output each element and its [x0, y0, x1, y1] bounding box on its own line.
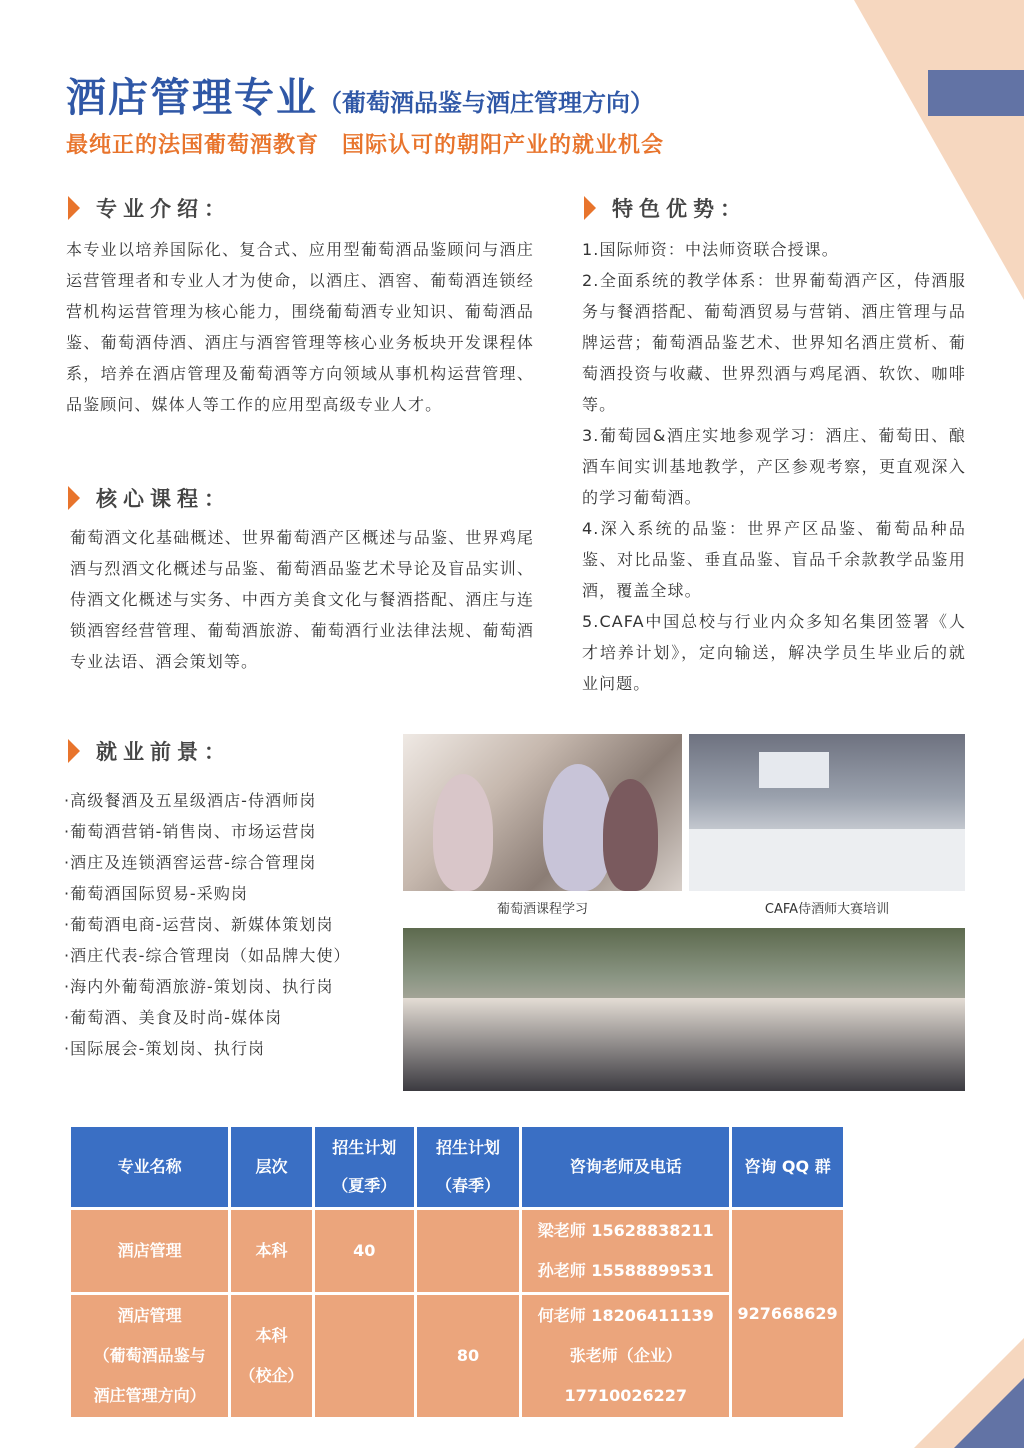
courses-heading-label: 核心课程： — [96, 487, 231, 511]
advantage-item: 4.深入系统的品鉴：世界产区品鉴、葡萄品种品鉴、对比品鉴、垂直品鉴、盲品千余款教学品鉴用酒，覆盖全球。 — [582, 519, 966, 600]
arrow-icon — [68, 486, 80, 510]
career-item: ·国际展会-策划岗、执行岗 — [64, 1039, 266, 1058]
cell-summer — [315, 1295, 414, 1417]
career-item: ·葡萄酒、美食及时尚-媒体岗 — [64, 1008, 283, 1027]
intro-text: 本专业以培养国际化、复合式、应用型葡萄酒品鉴顾问与酒庄运营管理者和专业人才为使命，以酒庄、酒窖、葡萄酒连锁经营机构运营管理为核心能力，围绕葡萄酒专业知识、葡萄酒品鉴、葡萄酒侍酒、酒庄与酒窖管理等核心业务板块开发课程体系，培养在酒店管理及葡萄酒等方向领域从事机构运营管理、品鉴顾问、媒体人等工作的应用型高级专业人才。 — [66, 240, 534, 414]
group-photo — [403, 928, 965, 1091]
wine-class-photo — [403, 734, 682, 891]
cell-contact: 梁老师 15628838211 孙老师 15588899531 — [522, 1210, 729, 1292]
enrollment-table — [68, 1124, 846, 1420]
cell-level: 本科 — [231, 1210, 312, 1292]
advantage-item: 1.国际师资：中法师资联合授课。 — [582, 240, 839, 259]
header-level: 层次 — [231, 1127, 312, 1207]
career-item: ·葡萄酒国际贸易-采购岗 — [64, 884, 249, 903]
advantages-list — [582, 234, 966, 699]
title-main: 酒店管理专业 — [66, 75, 318, 121]
cell-level: 本科 （校企） — [231, 1295, 312, 1417]
career-item: ·葡萄酒电商-运营岗、新媒体策划岗 — [64, 915, 334, 934]
table-header-row — [71, 1127, 843, 1207]
career-item: ·酒庄及连锁酒窖运营-综合管理岗 — [64, 853, 317, 872]
advantage-item: 2.全面系统的教学体系：世界葡萄酒产区，侍酒服务与餐酒搭配、葡萄酒贸易与营销、酒庄管理与品牌运营；葡萄酒品鉴艺术、世界知名酒庄赏析、葡萄酒投资与收藏、世界烈酒与鸡尾酒、软饮、咖啡等。 — [582, 271, 966, 414]
careers-heading — [68, 736, 231, 766]
header-contact: 咨询老师及电话 — [522, 1127, 729, 1207]
cell-spring — [417, 1210, 520, 1292]
header-spring-plan: 招生计划 （春季） — [417, 1127, 520, 1207]
arrow-icon — [584, 196, 596, 220]
photo-caption-2: CAFA侍酒师大赛培训 — [764, 902, 890, 917]
advantages-heading — [584, 193, 747, 223]
career-item: ·葡萄酒营销-销售岗、市场运营岗 — [64, 822, 317, 841]
cell-contact: 何老师 18206411139 张老师（企业） 17710026227 — [522, 1295, 729, 1417]
cell-major: 酒店管理 — [71, 1210, 228, 1292]
page-title — [66, 66, 654, 123]
cell-major: 酒店管理 （葡萄酒品鉴与 酒庄管理方向） — [71, 1295, 228, 1417]
cell-spring: 80 — [417, 1295, 520, 1417]
cell-summer: 40 — [315, 1210, 414, 1292]
intro-heading — [68, 193, 231, 223]
courses-heading — [68, 483, 231, 513]
sommelier-training-photo — [689, 734, 965, 891]
page-subtitle: 最纯正的法国葡萄酒教育 国际认可的朝阳产业的就业机会 — [66, 132, 665, 158]
corner-decoration-bottom-dark — [954, 1378, 1024, 1448]
career-item: ·高级餐酒及五星级酒店-侍酒师岗 — [64, 791, 317, 810]
cell-qq: 927668629 — [732, 1210, 843, 1417]
arrow-icon — [68, 739, 80, 763]
intro-heading-label: 专业介绍： — [96, 197, 231, 221]
career-item: ·酒庄代表-综合管理岗（如品牌大使） — [64, 946, 351, 965]
header-qq: 咨询 QQ 群 — [732, 1127, 843, 1207]
advantages-heading-label: 特色优势： — [612, 197, 747, 221]
careers-list — [64, 785, 394, 1064]
advantage-item: 5.CAFA中国总校与行业内众多知名集团签署《人才培养计划》，定向输送，解决学员生毕业后的就业问题。 — [582, 612, 966, 693]
table-row — [71, 1210, 843, 1292]
table-row — [71, 1295, 843, 1417]
courses-text: 葡萄酒文化基础概述、世界葡萄酒产区概述与品鉴、世界鸡尾酒与烈酒文化概述与品鉴、葡萄酒品鉴艺术导论及盲品实训、侍酒文化概述与实务、中西方美食文化与餐酒搭配、酒庄与连锁酒窖经营管理、葡萄酒旅游、葡萄酒行业法律法规、葡萄酒专业法语、酒会策划等。 — [70, 528, 534, 671]
header-accent-bar — [928, 70, 1024, 116]
header-summer-plan: 招生计划 （夏季） — [315, 1127, 414, 1207]
advantage-item: 3.葡萄园&酒庄实地参观学习：酒庄、葡萄田、酿酒车间实训基地教学，产区参观考察，更直观深入的学习葡萄酒。 — [582, 426, 966, 507]
header-major: 专业名称 — [71, 1127, 228, 1207]
photo-caption-1: 葡萄酒课程学习 — [496, 902, 588, 917]
arrow-icon — [68, 196, 80, 220]
careers-heading-label: 就业前景： — [96, 740, 231, 764]
career-item: ·海内外葡萄酒旅游-策划岗、执行岗 — [64, 977, 334, 996]
title-sub: （葡萄酒品鉴与酒庄管理方向） — [318, 88, 654, 117]
